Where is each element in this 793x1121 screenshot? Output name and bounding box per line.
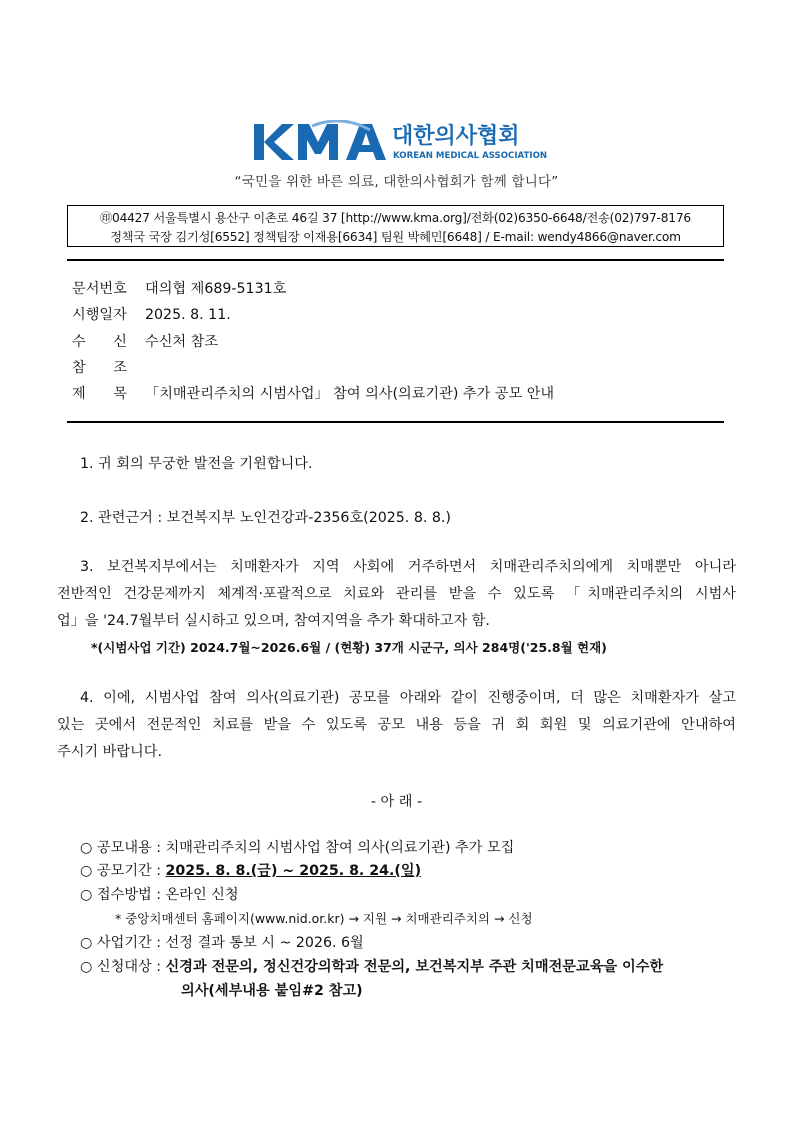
recipient-row: [72, 331, 218, 351]
bullet: ○: [80, 959, 93, 975]
subject-label: 제 목: [72, 386, 127, 402]
recipient-label: 수 신: [72, 334, 127, 350]
item-target-line-2: 의사(세부내용 붙임#2 참고): [181, 983, 363, 999]
paragraph-3-line-2: 전반적인 건강문제까지 체계적·포괄적으로 치료와 관리를 받을 수 있도록 「치매관리주치의 시범사: [57, 586, 736, 602]
paragraph-4-line-2: 있는 곳에서 전문적인 치료를 받을 수 있도록 공모 내용 등을 귀 회 회원 및 의료기관에 안내하여: [57, 717, 736, 733]
paragraph-4-line-1: 4. 이에, 시범사업 참여 의사(의료기관) 공모를 아래와 같이 진행중이며, 더 많은 치매환자가 살고: [80, 690, 736, 706]
item-period: [80, 860, 421, 880]
item-method: [80, 884, 239, 904]
doc-number-row: [72, 278, 286, 298]
item-content: [80, 837, 514, 857]
item-method-note: * 중앙치매센터 홈페이지(www.nid.or.kr) → 지원 → 치매관리주치의 → 신청: [115, 911, 533, 926]
paragraph-3-line-3: 업」을 '24.7월부터 실시하고 있으며, 참여지역을 추가 확대하고자 함.: [57, 613, 490, 629]
recipient-value: 수신처 참조: [145, 334, 219, 350]
subject-row: [72, 383, 554, 403]
contact-box: [67, 205, 724, 247]
item-target-label: 신청대상 :: [96, 959, 166, 975]
item-period-label: 공모기간 :: [96, 863, 166, 879]
kma-korean-name: 대한의사협회: [392, 124, 520, 149]
header-divider-bottom: [67, 421, 724, 423]
date-row: [72, 304, 231, 324]
bullet: ○: [80, 935, 93, 951]
kma-logo-graphic: [252, 120, 552, 164]
item-project-period: [80, 932, 364, 952]
item-target-line-1: 신경과 전문의, 정신건강의학과 전문의, 보건복지부 주관 치매전문교육을 이수한: [165, 959, 664, 975]
bullet: ○: [80, 863, 93, 879]
doc-number: 대의협 제689-5131호: [145, 281, 287, 297]
subject-value: 「치매관리주치의 시범사업」 참여 의사(의료기관) 추가 공모 안내: [145, 386, 555, 402]
bullet: ○: [80, 840, 93, 856]
paragraph-3-line-1: 3. 보건복지부에서는 치매환자가 지역 사회에 거주하면서 치매관리주치의에게 치매뿐만 아니라: [80, 559, 736, 575]
contact-staff-line: 정책국 국장 김기성[6552] 정책팀장 이재용[6634] 팀원 박혜민[6648] / E-mail: wendy4866@naver.com: [110, 230, 681, 244]
contact-address-line: ㊞04427 서울특별시 용산구 이촌로 46길 37 [http://www.kma.org]/전화(02)6350-6648/전송(02)797-8176: [100, 211, 691, 225]
below-heading: - 아 래 -: [370, 794, 423, 810]
item-method-label: 접수방법 :: [96, 887, 166, 903]
pilot-period-note: *(시범사업 기간) 2024.7월~2026.6월 / (현황) 37개 시군구, 의사 284명('25.8월 현재): [91, 640, 607, 655]
header-divider-top: [67, 259, 724, 261]
item-project-value: 선정 결과 통보 시 ~ 2026. 6월: [165, 935, 364, 951]
kma-english-name: KOREAN MEDICAL ASSOCIATION: [393, 151, 548, 161]
reference-row: [72, 357, 145, 377]
item-method-value: 온라인 신청: [165, 887, 239, 903]
paragraph-2: 2. 관련근거 : 보건복지부 노인건강과-2356호(2025. 8. 8.): [80, 510, 451, 526]
kma-logo: [252, 120, 552, 164]
item-content-label: 공모내용 :: [96, 840, 166, 856]
slogan: “국민을 위한 바른 의료, 대한의사협회가 함께 합니다”: [234, 174, 559, 190]
paragraph-4-line-3: 주시기 바랍니다.: [57, 744, 162, 760]
reference-label: 참 조: [72, 360, 127, 376]
date-value: 2025. 8. 11.: [145, 307, 231, 323]
item-content-value: 치매관리주치의 시범사업 참여 의사(의료기관) 추가 모집: [165, 840, 515, 856]
doc-number-label: 문서번호: [72, 281, 127, 297]
bullet: ○: [80, 887, 93, 903]
item-target: [80, 956, 663, 976]
date-label: 시행일자: [72, 307, 127, 323]
paragraph-1: 1. 귀 회의 무궁한 발전을 기원합니다.: [80, 456, 313, 472]
item-project-label: 사업기간 :: [96, 935, 166, 951]
item-period-value: 2025. 8. 8.(금) ~ 2025. 8. 24.(일): [165, 863, 422, 879]
